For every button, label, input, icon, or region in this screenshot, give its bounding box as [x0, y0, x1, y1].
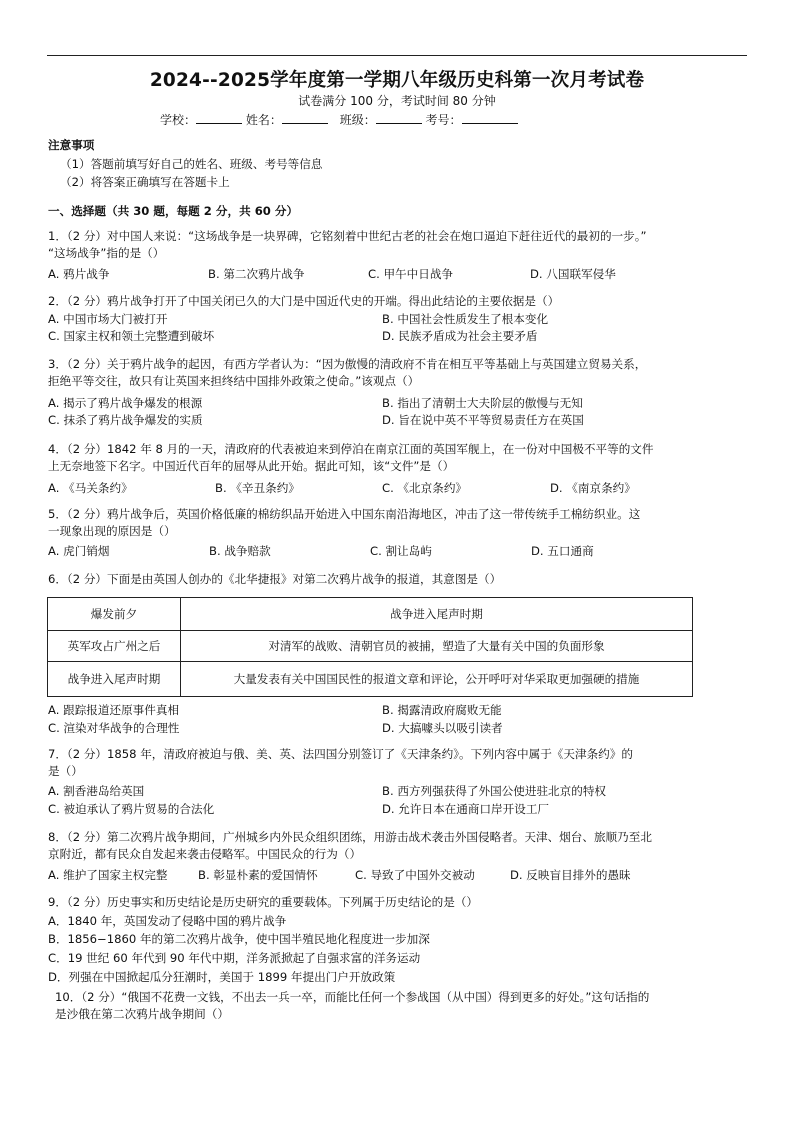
question-2: [48, 293, 559, 310]
section-heading: 一、选择题（共 30 题，每题 2 分，共 60 分）: [48, 204, 299, 218]
option-d: D. 八国联军侵华: [530, 267, 616, 281]
option-b: B．1856−1860 年的第二次鸦片战争，使中国半殖民地化程度进一步加深: [48, 932, 430, 946]
question-text: 7．（2 分）1858 年，清政府被迫与俄、美、英、法四国分别签订了《天津条约》。下列内容中属于《天津条约》的: [48, 747, 633, 761]
table-cell: 战争进入尾声时期: [48, 662, 181, 697]
notes-item: （1）答题前填写好自己的姓名、班级、考号等信息: [60, 157, 323, 171]
option-a: A．1840 年，英国发动了侵略中国的鸦片战争: [48, 914, 287, 928]
exam-title: 2024--2025学年度第一学期八年级历史科第一次月考试卷: [149, 70, 645, 91]
option-a: A. 割香港岛给英国: [48, 784, 145, 798]
question-text: 8．（2 分）第二次鸦片战争期间，广州城乡内外民众组织团练，用游击战术袭击外国侵略者。天津、烟台、旅顺乃至北: [48, 830, 652, 844]
option-d: D. 反映盲目排外的愚昧: [510, 868, 631, 882]
option-a: A. 中国市场大门被打开: [48, 312, 168, 326]
option-a: A. 《马关条约》: [48, 481, 133, 495]
question-6-table: [47, 597, 693, 697]
student-info-line: [160, 111, 518, 128]
table-cell: 战争进入尾声时期: [181, 598, 693, 631]
question-text: 是（）: [48, 763, 83, 778]
number-label: 考号：: [425, 113, 462, 127]
table-cell: 爆发前夕: [48, 598, 181, 631]
option-b: B. 《辛丑条约》: [215, 481, 300, 495]
question-text: 4．（2 分）1842 年 8 月的一天，清政府的代表被迫来到停泊在南京江面的英国军舰上，在一份对中国极不平等的文件: [48, 442, 654, 456]
question-9: [48, 894, 478, 911]
question-text: 10．（2 分）“俄国不花费一文钱，不出去一兵一卒，而能比任何一个参战国（从中国）得到更多的好处。”这句话指的: [55, 990, 650, 1004]
option-b: B. 第二次鸦片战争: [208, 267, 305, 281]
option-b: B. 揭露清政府腐败无能: [382, 703, 502, 717]
question-text: 上无奈地签下名字。中国近代百年的屈辱从此开始。据此可知，该“文件”是（）: [48, 458, 455, 473]
top-rule: [47, 55, 747, 56]
option-d: D．列强在中国掀起瓜分狂潮时，美国于 1899 年提出门户开放政策: [48, 970, 396, 984]
question-text: 京附近，都有民众自发起来袭击侵略军。中国民众的行为（）: [48, 846, 362, 861]
option-d: D. 允许日本在通商口岸开设工厂: [382, 802, 550, 816]
question-text: 1．（2 分）对中国人来说：“这场战争是一块界碑，它铭刻着中世纪古老的社会在炮口逼迫下赶往近代的最初的一步。”: [48, 229, 647, 243]
option-c: C. 割让岛屿: [370, 544, 432, 558]
table-row: [48, 598, 693, 631]
option-c: C．19 世纪 60 年代到 90 年代中期，洋务派掀起了自强求富的洋务运动: [48, 951, 421, 965]
question-7: [48, 746, 633, 779]
option-d: D. 民族矛盾成为社会主要矛盾: [382, 329, 538, 343]
option-c: C. 国家主权和领土完整遭到破坏: [48, 329, 215, 343]
option-a: A. 维护了国家主权完整: [48, 868, 168, 882]
option-b: B. 指出了清朝士大夫阶层的傲慢与无知: [382, 396, 583, 410]
notes-heading: 注意事项: [48, 138, 95, 152]
name-blank[interactable]: [282, 111, 328, 124]
table-row: [48, 631, 693, 662]
option-c: C. 《北京条约》: [382, 481, 468, 495]
option-d: D. 《南京条约》: [550, 481, 636, 495]
option-d: D. 大搞噱头以吸引读者: [382, 721, 503, 735]
class-blank[interactable]: [376, 111, 422, 124]
option-b: B. 彰显朴素的爱国情怀: [198, 868, 318, 882]
table-row: [48, 662, 693, 697]
question-text: 6．（2 分）下面是由英国人创办的《北华捷报》对第二次鸦片战争的报道，其意图是（）: [48, 572, 502, 586]
option-d: D. 五口通商: [531, 544, 594, 558]
option-c: C. 渲染对华战争的合理性: [48, 721, 180, 735]
question-8: [48, 829, 652, 862]
option-a: A. 虎门销烟: [48, 544, 110, 558]
question-5: [48, 506, 640, 539]
question-text: 9．（2 分）历史事实和历史结论是历史研究的重要载体。下列属于历史结论的是（）: [48, 895, 479, 909]
option-d: D. 旨在说中英不平等贸易责任方在英国: [382, 413, 584, 427]
question-text: 5．（2 分）鸦片战争后，英国价格低廉的棉纺织品开始进入中国东南沿海地区，冲击了这一带传统手工棉纺织业。这: [48, 507, 641, 521]
option-a: A. 揭示了鸦片战争爆发的根源: [48, 396, 203, 410]
question-4: [48, 441, 654, 474]
option-a: A. 鸦片战争: [48, 267, 110, 281]
option-b: B. 中国社会性质发生了根本变化: [382, 312, 549, 326]
table-cell: 对清军的战败、清朝官员的被捕，塑造了大量有关中国的负面形象: [181, 631, 693, 662]
question-text: 2．（2 分）鸦片战争打开了中国关闭已久的大门是中国近代史的开端。得出此结论的主要依据是（）: [48, 294, 560, 308]
question-text: 一现象出现的原因是（）: [48, 523, 176, 538]
notes-item: （2）将答案正确填写在答题卡上: [60, 175, 230, 189]
question-6: [48, 571, 501, 588]
question-text: 拒绝平等交往，故只有让英国来担终结中国排外政策之使命。”该观点（）: [48, 373, 420, 388]
question-10: [55, 989, 649, 1022]
option-c: C. 被迫承认了鸦片贸易的合法化: [48, 802, 215, 816]
option-c: C. 抹杀了鸦片战争爆发的实质: [48, 413, 203, 427]
school-label: 学校：: [160, 113, 197, 127]
question-text: 3．（2 分）关于鸦片战争的起因，有西方学者认为：“因为傲慢的清政府不肯在相互平等基础上与英国建立贸易关系，: [48, 357, 647, 371]
option-a: A. 跟踪报道还原事件真相: [48, 703, 180, 717]
question-3: [48, 356, 646, 389]
option-c: C. 甲午中日战争: [368, 267, 454, 281]
school-blank[interactable]: [196, 111, 242, 124]
option-b: B. 西方列强获得了外国公使进驻北京的特权: [382, 784, 607, 798]
question-text: “这场战争”指的是（）: [48, 245, 165, 260]
question-text: 是沙俄在第二次鸦片战争期间（）: [55, 1006, 229, 1021]
exam-subtitle: 试卷满分 100 分，考试时间 80 分钟: [298, 94, 496, 108]
name-label: 姓名：: [245, 113, 282, 127]
class-label: 班级：: [339, 113, 376, 127]
option-c: C. 导致了中国外交被动: [355, 868, 475, 882]
option-b: B. 战争赔款: [209, 544, 271, 558]
table-cell: 大量发表有关中国国民性的报道文章和评论，公开呼吁对华采取更加强硬的措施: [181, 662, 693, 697]
table-cell: 英军攻占广州之后: [48, 631, 181, 662]
number-blank[interactable]: [462, 111, 518, 124]
question-1: [48, 228, 647, 261]
